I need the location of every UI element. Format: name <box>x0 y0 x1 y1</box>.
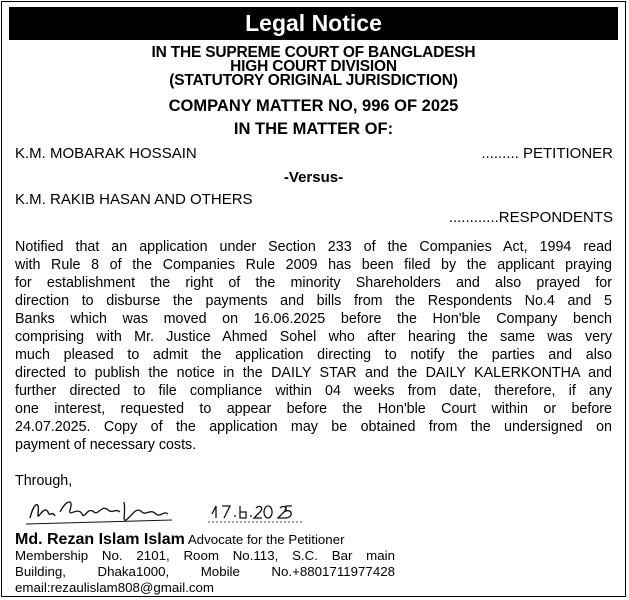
advocate-membership: Membership No. 2101, Room No.113, S.C. Bar main <box>15 548 395 563</box>
legal-notice <box>1 1 626 597</box>
petitioner-name: K.M. MOBARAK HOSSAIN <box>15 145 197 162</box>
notice-banner: Legal Notice <box>9 7 618 40</box>
advocate-email: email:rezaulislam808@gmail.com <box>15 580 214 595</box>
versus-label: -Versus- <box>283 169 344 186</box>
advocate-address: Building, Dhaka1000, Mobile No.+8801711977428 <box>15 564 395 579</box>
court-name: IN THE SUPREME COURT OF BANGLADESH <box>151 44 476 61</box>
body-line: much pleased to admit the application directing to notify the parties and also <box>15 347 612 363</box>
body-line: direction to disburse the payments and bills from the Respondents No.4 and 5 <box>15 293 612 309</box>
body-line: Banks which was moved on 16.06.2025 before the Hon'ble Company bench <box>15 311 612 327</box>
in-the-matter-heading: IN THE MATTER OF: <box>233 120 394 138</box>
signature-image <box>22 492 312 532</box>
body-line: one interest, requested to appear before the Hon'ble Court within or before <box>15 401 612 417</box>
advocate-title: Advocate for the Petitioner <box>187 532 345 547</box>
body-line: for establishment the right of the minority Shareholders and also prayed for <box>15 275 612 291</box>
body-line: with Rule 8 of the Companies Rule 2009 has been filed by the applicant praying <box>15 257 612 273</box>
body-line: comprising with Mr. Justice Ahmed Sohel who after hearing the same was very <box>15 329 612 345</box>
body-line: further directed to file compliance within 04 weeks from date, therefore, if any <box>15 383 612 399</box>
body-line: 24.07.2025. Copy of the application may be obtained from the undersigned on <box>15 419 612 435</box>
respondents-name: K.M. RAKIB HASAN AND OTHERS <box>15 191 253 208</box>
matter-number: COMPANY MATTER NO, 996 OF 2025 <box>168 97 459 115</box>
notice-body <box>15 238 612 454</box>
body-line: Notified that an application under Section 233 of the Companies Act, 1994 read <box>15 239 612 255</box>
petitioner-role: ......... PETITIONER <box>481 145 613 162</box>
advocate-block <box>15 532 395 596</box>
respondents-role: ............RESPONDENTS <box>448 209 613 226</box>
advocate-name: Md. Rezan Islam Islam <box>15 531 185 548</box>
court-division: HIGH COURT DIVISION <box>230 58 397 75</box>
body-line: payment of necessary costs. <box>15 437 197 453</box>
through-label: Through, <box>15 473 73 489</box>
body-line: directed to publish the notice in the DAILY STAR and the DAILY KALERKONTHA and <box>15 365 612 381</box>
court-jurisdiction: (STATUTORY ORIGINAL JURISDICTION) <box>169 72 458 89</box>
